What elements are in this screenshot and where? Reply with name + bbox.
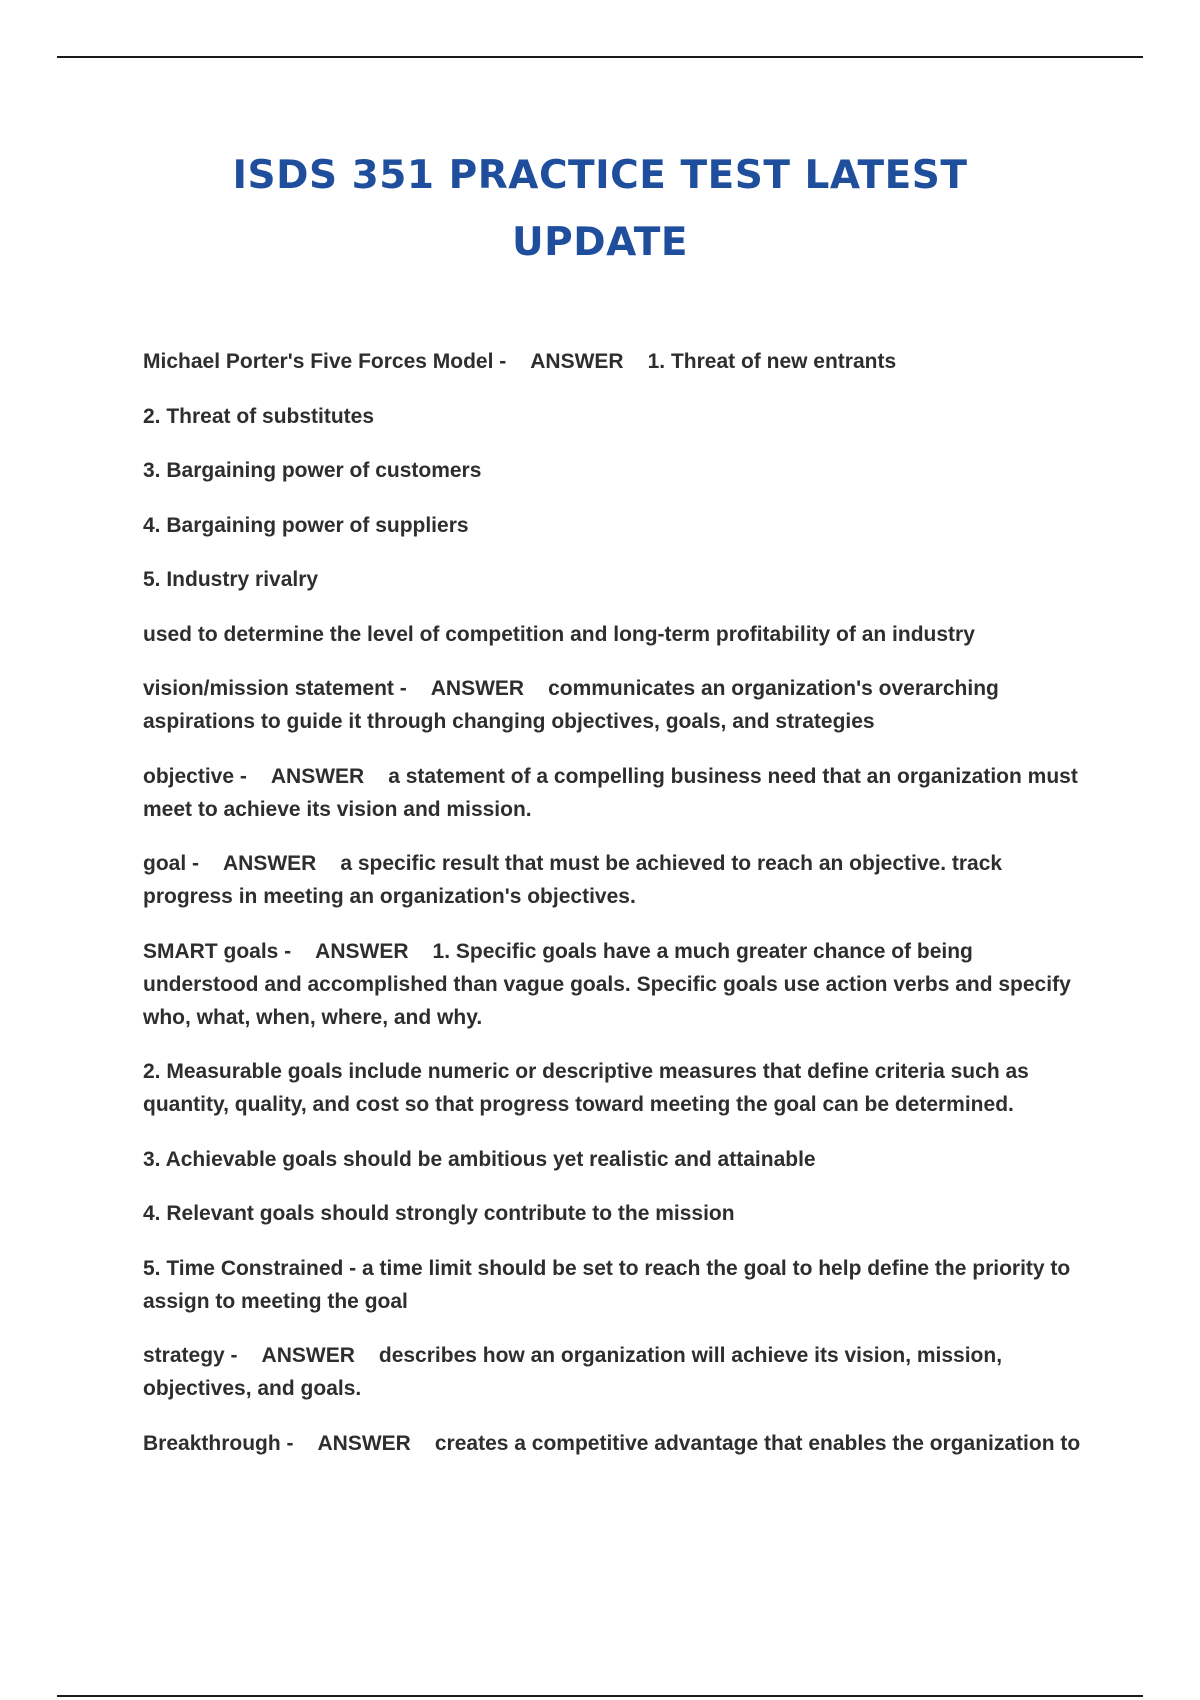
list-item: 5. Industry rivalry (143, 568, 319, 591)
document-title (0, 142, 1200, 276)
entry-term: objective - (143, 764, 247, 788)
title-line-2: UPDATE (511, 220, 689, 265)
entry-text: 1. Specific goals have a much greater chance of being understood and accomplished than vague goals. Specific goals use action verbs and specify who, what, when, where, and why. (143, 939, 1071, 1029)
bottom-rule (57, 1695, 1143, 1697)
entry-term: goal - (143, 852, 199, 875)
entry-text: a statement of a compelling business need that an organization must meet to achieve its vision and mission. (143, 764, 1078, 821)
entry-term: strategy - (143, 1344, 238, 1367)
answer-label: ANSWER (261, 1344, 355, 1367)
list-item: 2. Measurable goals include numeric or descriptive measures that define criteria such as quantity, quality, and cost so that progress toward meeting the goal can be determined. (143, 1060, 1029, 1116)
list-item: 4. Bargaining power of suppliers (143, 513, 469, 537)
entry-term: Michael Porter's Five Forces Model - (143, 350, 507, 373)
top-rule (57, 56, 1143, 58)
document-body (143, 345, 1093, 1481)
list-item: 3. Bargaining power of customers (143, 459, 482, 482)
answer-label: ANSWER (430, 677, 525, 700)
answer-label: ANSWER (270, 764, 365, 788)
entry-term: SMART goals - (143, 939, 292, 963)
qa-entry (143, 935, 1093, 1034)
qa-entry (143, 672, 1093, 738)
entry-term: Breakthrough - (143, 1431, 294, 1455)
entry-text: a specific result that must be achieved to reach an objective. track progress in meeting an organization's objectives. (143, 852, 1003, 908)
list-item: 3. Achievable goals should be ambitious yet realistic and attainable (143, 1147, 816, 1171)
qa-entry (143, 345, 1093, 378)
answer-label: ANSWER (315, 939, 409, 963)
entry-term: vision/mission statement - (143, 677, 407, 700)
list-item: 2. Threat of substitutes (143, 404, 375, 428)
qa-entry (143, 760, 1093, 826)
qa-entry (143, 847, 1093, 913)
entry-text: 1. Threat of new entrants (647, 350, 897, 373)
qa-entry (143, 1427, 1093, 1460)
qa-entry (143, 1339, 1093, 1405)
answer-label: ANSWER (530, 350, 624, 373)
list-item: 4. Relevant goals should strongly contribute to the mission (143, 1202, 735, 1225)
list-item: 5. Time Constrained - a time limit should be set to reach the goal to help define the priority to assign to meeting the goal (143, 1256, 1071, 1313)
entry-text: creates a competitive advantage that enables the organization to (434, 1431, 1081, 1455)
answer-label: ANSWER (317, 1431, 411, 1455)
entry-text: communicates an organization's overarching aspirations to guide it through changing objectives, goals, and strategies (143, 677, 999, 733)
entry-text: describes how an organization will achieve its vision, mission, objectives, and goals. (143, 1344, 1003, 1400)
answer-label: ANSWER (223, 852, 317, 875)
list-item: used to determine the level of competition and long-term profitability of an industry (143, 622, 975, 646)
title-line-1: ISDS 351 PRACTICE TEST LATEST (232, 153, 968, 198)
